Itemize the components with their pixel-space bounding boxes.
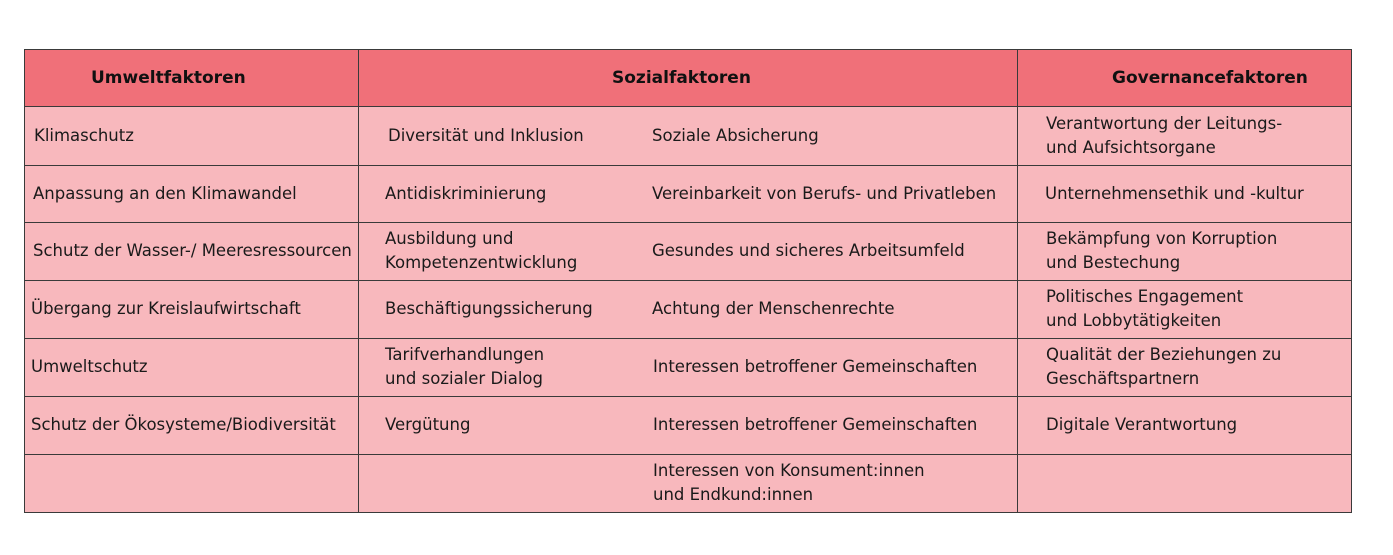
cell-social-b: Interessen betroffener Gemeinschaften — [653, 415, 978, 434]
cell-governance: Digitale Verantwortung — [1046, 415, 1238, 434]
cell-social-a: Diversität und Inklusion — [388, 126, 584, 145]
cell-social-b: Soziale Absicherung — [652, 126, 819, 145]
esg-factors-table — [24, 49, 1352, 513]
header-environment: Umweltfaktoren — [91, 68, 246, 88]
table-header-row — [25, 50, 1351, 107]
header-governance: Governancefaktoren — [1112, 68, 1308, 88]
cell-social-b: Gesundes und sicheres Arbeitsumfeld — [652, 241, 965, 260]
cell-social-a: Vergütung — [385, 415, 471, 434]
cell-social-b: Achtung der Menschenrechte — [652, 299, 895, 318]
cell-environment: Schutz der Wasser-/ Meeresressourcen — [33, 241, 352, 260]
cell-environment: Schutz der Ökosysteme/Biodiversität — [31, 415, 336, 434]
cell-social-b: Interessen betroffener Gemeinschaften — [653, 357, 978, 376]
column-divider — [358, 50, 359, 512]
cell-social-a: Beschäftigungssicherung — [385, 299, 593, 318]
cell-social-a: Ausbildung und Kompetenzentwicklung — [385, 229, 578, 272]
cell-social-b: Vereinbarkeit von Berufs- und Privatleben — [652, 183, 997, 203]
cell-social-b: Interessen von Konsument:innen und Endkund:innen — [653, 461, 925, 504]
cell-environment: Klimaschutz — [34, 126, 134, 145]
header-social: Sozialfaktoren — [612, 68, 751, 88]
cell-governance: Bekämpfung von Korruption und Bestechung — [1046, 229, 1278, 272]
column-divider — [1017, 50, 1018, 512]
cell-environment: Umweltschutz — [31, 357, 148, 376]
cell-governance: Qualität der Beziehungen zu Geschäftspartnern — [1046, 345, 1282, 388]
cell-governance: Verantwortung der Leitungs- und Aufsichtsorgane — [1046, 114, 1283, 157]
cell-social-a: Tarifverhandlungen und sozialer Dialog — [385, 345, 545, 388]
cell-environment: Anpassung an den Klimawandel — [33, 183, 297, 203]
cell-governance: Politisches Engagement und Lobbytätigkeiten — [1046, 287, 1244, 330]
cell-governance: Unternehmensethik und -kultur — [1045, 183, 1304, 203]
cell-environment: Übergang zur Kreislaufwirtschaft — [31, 299, 301, 318]
cell-social-a: Antidiskriminierung — [385, 183, 547, 203]
